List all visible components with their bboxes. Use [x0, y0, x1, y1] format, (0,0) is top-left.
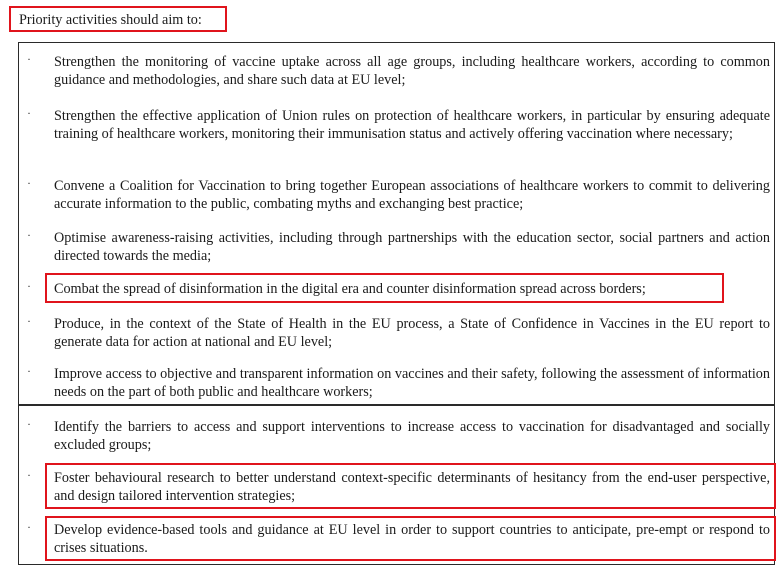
bullet: ·	[27, 279, 31, 293]
list-item-text: Improve access to objective and transparent information on vaccines and their safety, following the assessment of information needs on the part of both public and healthcare workers;	[54, 366, 770, 400]
list-item-text: Combat the spread of disinformation in the digital era and counter disinformation spread across borders;	[54, 281, 646, 297]
list-item-text: Foster behavioural research to better understand context-specific determinants of hesitancy from the end-user perspective, and design tailored intervention strategies;	[54, 470, 770, 504]
bullet: ·	[27, 52, 31, 66]
bullet: ·	[27, 520, 31, 534]
list-item-text: Develop evidence-based tools and guidance at EU level in order to support countries to anticipate, pre-empt or respond to crises situations.	[54, 522, 770, 556]
highlight-box	[45, 463, 776, 509]
list-item-text: Convene a Coalition for Vaccination to bring together European associations of healthcare workers to commit to delivering accurate information to the public, combating myths and exchanging best practice;	[54, 178, 770, 212]
list-item-text: Strengthen the monitoring of vaccine uptake across all age groups, including healthcare workers, according to common guidance and methodologies, and share such data at EU level;	[54, 54, 770, 88]
bullet: ·	[27, 106, 31, 120]
bullet: ·	[27, 176, 31, 190]
bullet: ·	[27, 468, 31, 482]
bullet: ·	[27, 417, 31, 431]
bullet: ·	[27, 314, 31, 328]
intro-heading-highlighted	[9, 6, 227, 32]
priority-activities-box-1	[18, 42, 775, 405]
list-item-text: Produce, in the context of the State of Health in the EU process, a State of Confidence in Vaccines in the EU report to generate data for action at national and EU level;	[54, 316, 770, 350]
highlight-box	[45, 516, 776, 561]
bullet: ·	[27, 228, 31, 242]
list-item-text: Optimise awareness-raising activities, including through partnerships with the education sector, social partners and action directed towards the media;	[54, 230, 770, 264]
list-item-text: Strengthen the effective application of Union rules on protection of healthcare workers, in particular by ensuring adequate training of healthcare workers, monitoring their immunisation status and actively offering vaccination where necessary;	[54, 108, 770, 142]
highlight-box	[45, 273, 724, 303]
list-item-text: Identify the barriers to access and support interventions to increase access to vaccination for disadvantaged and socially excluded groups;	[54, 419, 770, 453]
bullet: ·	[27, 364, 31, 378]
intro-heading: Priority activities should aim to:	[19, 12, 202, 28]
